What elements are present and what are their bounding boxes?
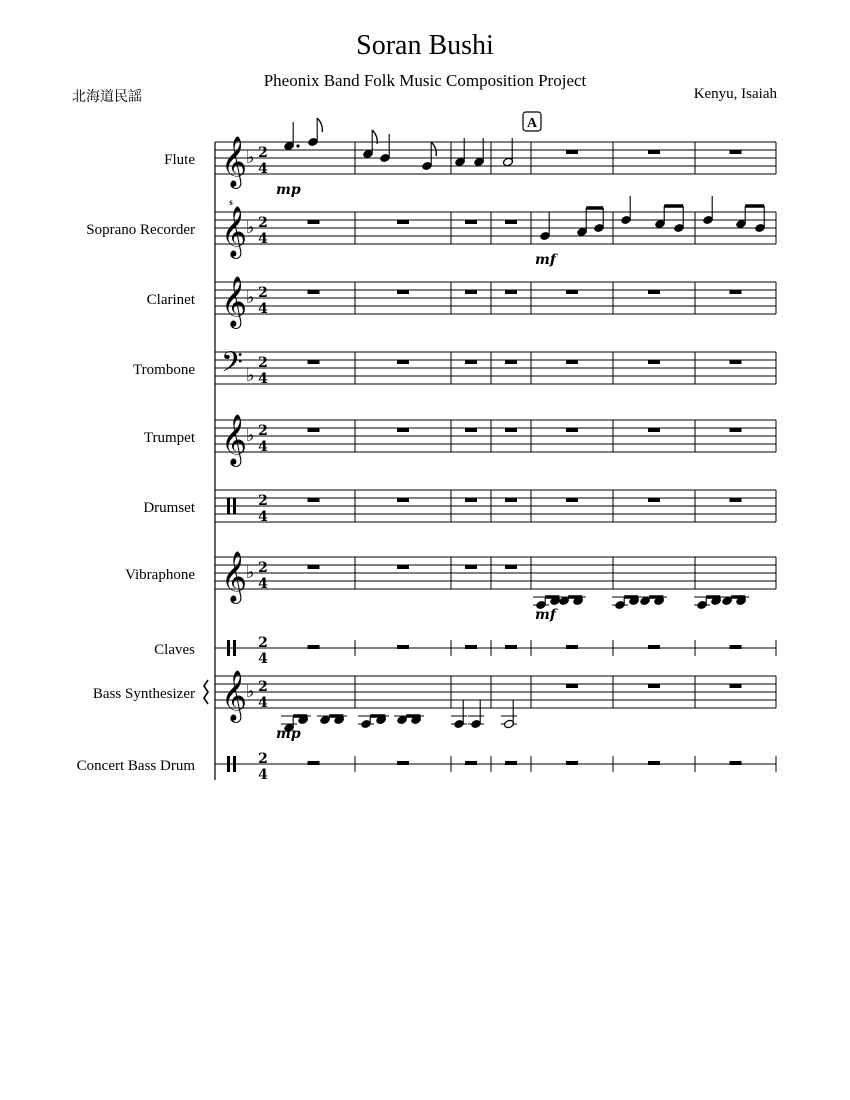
instrument-name: Claves <box>154 642 195 658</box>
time-signature-denominator: 4 <box>258 371 268 387</box>
whole-rest <box>397 360 409 364</box>
whole-rest <box>465 645 477 649</box>
score-title: Soran Bushi <box>356 30 494 61</box>
whole-rest <box>505 360 517 364</box>
whole-rest <box>566 360 578 364</box>
instrument-name: Soprano Recorder <box>86 222 195 238</box>
score-subtitle: Pheonix Band Folk Music Composition Project <box>263 71 587 90</box>
time-signature-numerator: 2 <box>258 423 268 439</box>
whole-rest <box>566 498 578 502</box>
whole-rest <box>730 684 742 688</box>
time-signature-numerator: 2 <box>258 679 268 695</box>
treble-clef: 𝄞 <box>221 414 248 465</box>
whole-rest <box>566 645 578 649</box>
whole-rest <box>308 220 320 224</box>
whole-rest <box>566 684 578 688</box>
whole-rest <box>648 290 660 294</box>
key-signature-flat: ♭ <box>246 365 255 386</box>
augmentation-dot <box>296 144 299 147</box>
percussion-clef <box>233 640 236 656</box>
time-signature-denominator: 4 <box>258 651 268 667</box>
key-signature-flat: ♭ <box>246 425 255 446</box>
instrument-name: Clarinet <box>146 292 195 308</box>
whole-rest <box>465 220 477 224</box>
whole-rest <box>397 761 409 765</box>
bass-clef: 𝄢 <box>221 346 243 386</box>
treble-clef: 𝄞 <box>221 551 248 602</box>
whole-rest <box>397 498 409 502</box>
time-signature-numerator: 2 <box>258 285 268 301</box>
whole-rest <box>465 360 477 364</box>
time-signature-denominator: 4 <box>258 439 268 455</box>
treble-clef: 𝄞 <box>221 276 248 327</box>
percussion-clef <box>233 756 236 772</box>
whole-rest <box>308 428 320 432</box>
key-signature-flat: ♭ <box>246 217 255 238</box>
instrument-name: Concert Bass Drum <box>76 758 195 774</box>
percussion-clef <box>227 640 230 656</box>
dynamic-marking: mp <box>276 726 301 742</box>
note-flag <box>431 142 436 156</box>
whole-rest <box>505 498 517 502</box>
whole-rest <box>465 565 477 569</box>
time-signature-denominator: 4 <box>258 576 268 592</box>
time-signature-numerator: 2 <box>258 493 268 509</box>
whole-rest <box>730 645 742 649</box>
time-signature-denominator: 4 <box>258 509 268 525</box>
clef-mark: s <box>229 197 233 207</box>
time-signature-numerator: 2 <box>258 215 268 231</box>
percussion-clef <box>227 498 230 514</box>
whole-rest <box>648 150 660 154</box>
time-signature-denominator: 4 <box>258 161 268 177</box>
instrument-name: Trumpet <box>143 430 195 446</box>
whole-rest <box>397 290 409 294</box>
percussion-clef <box>233 498 236 514</box>
whole-rest <box>308 290 320 294</box>
dynamic-marking: mf <box>535 607 556 623</box>
whole-rest <box>648 498 660 502</box>
rehearsal-mark-label: A <box>526 116 538 131</box>
whole-rest <box>566 761 578 765</box>
instrument-name: Drumset <box>143 500 195 516</box>
percussion-clef <box>227 756 230 772</box>
whole-rest <box>308 565 320 569</box>
time-signature-numerator: 2 <box>258 751 268 767</box>
whole-rest <box>308 498 320 502</box>
instrument-name: Trombone <box>133 362 195 378</box>
whole-rest <box>648 761 660 765</box>
whole-rest <box>397 645 409 649</box>
whole-rest <box>730 761 742 765</box>
whole-rest <box>505 428 517 432</box>
whole-rest <box>465 428 477 432</box>
whole-rest <box>730 150 742 154</box>
whole-rest <box>648 360 660 364</box>
dynamic-marking: mf <box>535 252 556 268</box>
whole-rest <box>308 645 320 649</box>
time-signature-denominator: 4 <box>258 695 268 711</box>
dynamic-marking: mp <box>276 182 301 198</box>
whole-rest <box>397 428 409 432</box>
whole-rest <box>465 761 477 765</box>
time-signature-numerator: 2 <box>258 355 268 371</box>
key-signature-flat: ♭ <box>246 287 255 308</box>
whole-rest <box>505 645 517 649</box>
treble-clef: 𝄞 <box>221 206 248 257</box>
whole-rest <box>566 428 578 432</box>
whole-rest <box>648 428 660 432</box>
whole-rest <box>308 761 320 765</box>
instrument-name: Bass Synthesizer <box>92 686 195 702</box>
whole-rest <box>730 498 742 502</box>
whole-rest <box>505 761 517 765</box>
whole-rest <box>397 220 409 224</box>
whole-rest <box>465 498 477 502</box>
composer-credit: Kenyu, Isaiah <box>693 86 777 102</box>
staff-brace <box>204 680 208 704</box>
instrument-name: Vibraphone <box>125 567 195 583</box>
treble-clef: 𝄞 <box>221 670 248 721</box>
whole-rest <box>566 150 578 154</box>
key-signature-flat: ♭ <box>246 681 255 702</box>
time-signature-denominator: 4 <box>258 767 268 783</box>
time-signature-numerator: 2 <box>258 560 268 576</box>
whole-rest <box>505 565 517 569</box>
instrument-name: Flute <box>164 152 195 168</box>
whole-rest <box>397 565 409 569</box>
whole-rest <box>648 684 660 688</box>
whole-rest <box>730 360 742 364</box>
time-signature-numerator: 2 <box>258 635 268 651</box>
whole-rest <box>505 290 517 294</box>
lyricist-credit: 北海道民謡 <box>72 89 142 105</box>
key-signature-flat: ♭ <box>246 147 255 168</box>
whole-rest <box>730 428 742 432</box>
time-signature-numerator: 2 <box>258 145 268 161</box>
key-signature-flat: ♭ <box>246 562 255 583</box>
whole-rest <box>465 290 477 294</box>
note-flag <box>317 118 322 132</box>
time-signature-denominator: 4 <box>258 301 268 317</box>
whole-rest <box>648 645 660 649</box>
treble-clef: 𝄞 <box>221 136 248 187</box>
whole-rest <box>308 360 320 364</box>
whole-rest <box>730 290 742 294</box>
whole-rest <box>566 290 578 294</box>
time-signature-denominator: 4 <box>258 231 268 247</box>
whole-rest <box>505 220 517 224</box>
